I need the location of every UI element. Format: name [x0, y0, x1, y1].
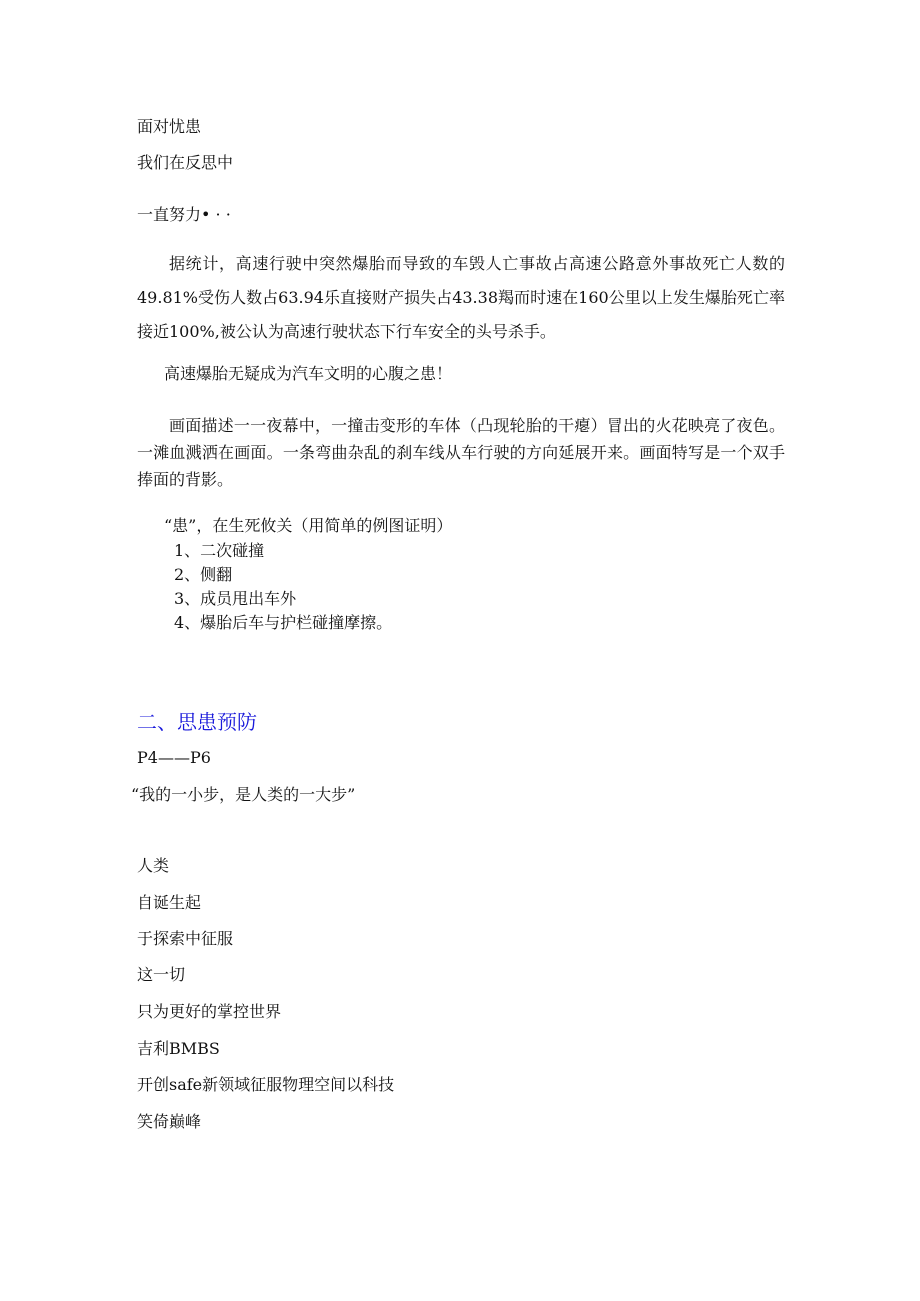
- scene-description: 画面描述一一夜幕中，一撞击变形的车体（凸现轮胎的干瘪）冒出的火花映亮了夜色。一滩血溅洒在画面。一条弯曲杂乱的刹车线从车行驶的方向延展开来。画面特写是一个双手捧面的背影。: [137, 416, 785, 489]
- poem-line: 吉利BMBS: [137, 1039, 220, 1058]
- statistics-paragraph: 据统计，高速行驶中突然爆胎而导致的车毁人亡事故占高速公路意外事故死亡人数的49.81%受伤人数占63.94乐直接财产损失占43.38羯而时速在160公里以上发生爆胎死亡率接近100%,被公认为高速行驶状态下行车安全的头号杀手。: [137, 254, 785, 341]
- risk-item: 3、成员甩出车外: [174, 589, 297, 608]
- poem-line: 开创safe新领域征服物理空间以科技: [137, 1075, 395, 1094]
- risk-item: 1、二次碰撞: [174, 541, 265, 560]
- section-heading: 二、思患预防: [137, 710, 257, 734]
- intro-line-1: 面对忧患: [137, 117, 202, 136]
- poem-line: 笑倚巅峰: [137, 1112, 202, 1131]
- poem-line: 自诞生起: [137, 893, 202, 912]
- risk-item: 4、爆胎后车与护栏碰撞摩擦。: [174, 613, 393, 632]
- intro-line-2: 我们在反思中: [137, 153, 234, 172]
- poem-line: 于探索中征服: [137, 929, 234, 948]
- quote-line: “我的一小步，是人类的一大步”: [131, 785, 356, 804]
- poem-line: 这一切: [137, 965, 186, 984]
- risk-item: 2、侧翻: [174, 565, 233, 584]
- poem-line: 人类: [137, 856, 170, 875]
- poem-line: 只为更好的掌控世界: [137, 1002, 282, 1021]
- conclusion-line: 高速爆胎无疑成为汽车文明的心腹之患！: [164, 364, 453, 383]
- risk-title: “患”，在生死攸关（用简单的例图证明）: [164, 516, 453, 535]
- page-range: P4——P6: [137, 748, 211, 767]
- intro-line-3: 一直努力• · ·: [137, 205, 231, 224]
